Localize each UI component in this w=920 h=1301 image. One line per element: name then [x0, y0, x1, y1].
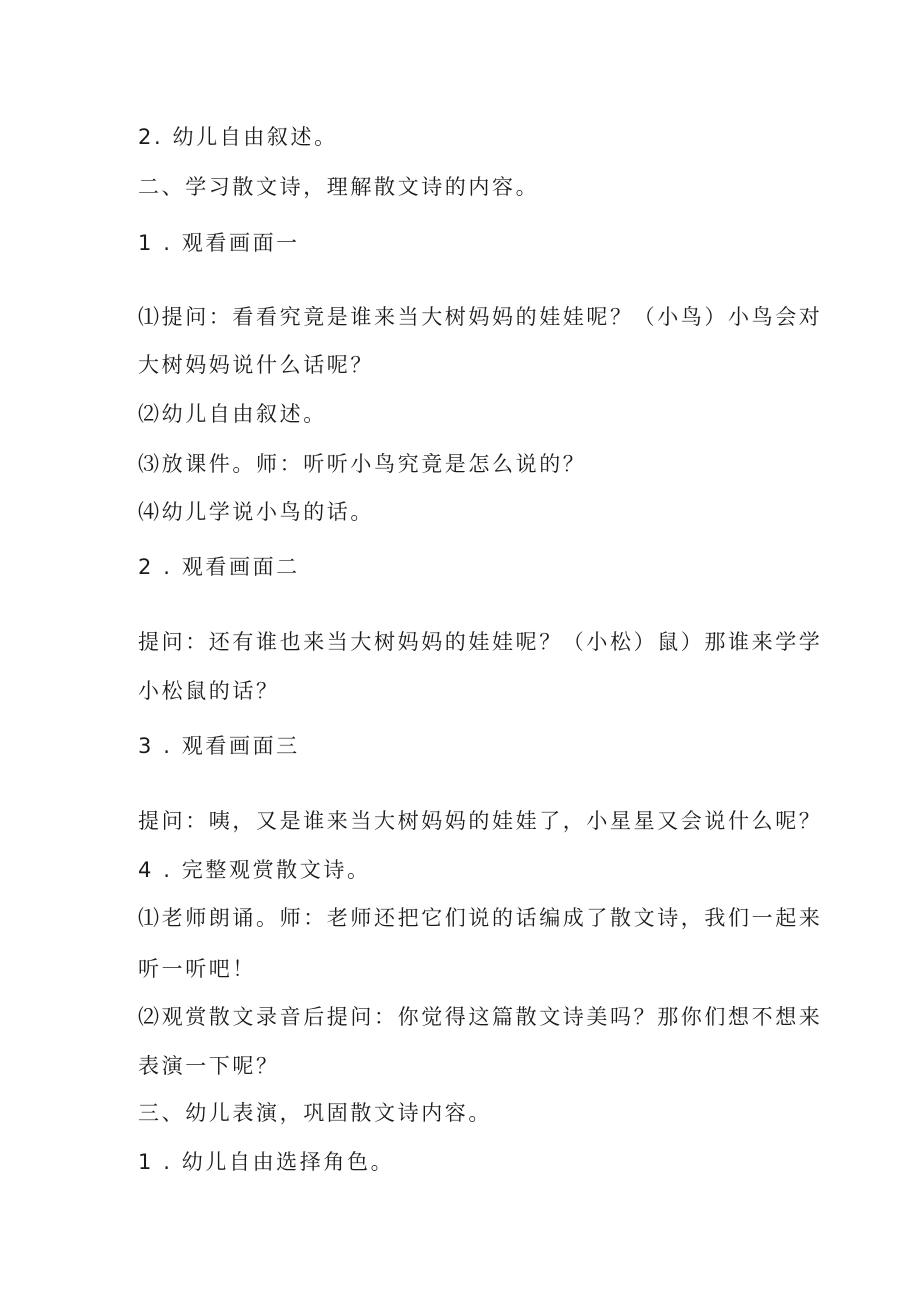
step-1-item-2: ⑵幼儿自由叙述。: [138, 402, 327, 426]
step-1-heading: 1 . 观看画面一: [138, 231, 300, 255]
step-1-item-3: ⑶放课件。师：听听小鸟究竟是怎么说的？: [138, 452, 587, 476]
step-4-heading: 4 . 完整观赏散文诗。: [138, 858, 371, 882]
step-3-heading: 3 . 观看画面三: [138, 734, 300, 758]
step-4-item-1-cont: 听一听吧！: [138, 957, 256, 981]
step-1-item-4: ⑷幼儿学说小鸟的话。: [138, 500, 374, 524]
section-heading-3: 三、幼儿表演，巩固散文诗内容。: [138, 1101, 492, 1125]
step-3-question: 提问：咦，又是谁来当大树妈妈的娃娃了，小星星又会说什么呢？: [138, 809, 823, 833]
step-1-question: ⑴提问：看看究竟是谁来当大树妈妈的娃娃呢？（小鸟）小鸟会对: [138, 305, 823, 329]
step-2-question: 提问：还有谁也来当大树妈妈的娃娃呢？（小松）鼠）那谁来学学: [138, 630, 823, 654]
list-item-2-free-narration: 2. 幼儿自由叙述。: [138, 125, 338, 149]
section-heading-2: 二、学习散文诗，理解散文诗的内容。: [138, 175, 540, 199]
step-4-item-2: ⑵观赏散文录音后提问：你觉得这篇散文诗美吗？那你们想不想来: [138, 1005, 823, 1029]
step-2-question-cont: 小松鼠的话？: [138, 679, 280, 703]
step-4-item-2-cont: 表演一下呢？: [138, 1054, 280, 1078]
section-3-step-1: 1 . 幼儿自由选择角色。: [138, 1150, 395, 1174]
step-4-item-1: ⑴老师朗诵。师：老师还把它们说的话编成了散文诗，我们一起来: [138, 906, 823, 930]
step-2-heading: 2 . 观看画面二: [138, 555, 300, 579]
step-1-question-cont: 大树妈妈说什么话呢？: [138, 353, 374, 377]
